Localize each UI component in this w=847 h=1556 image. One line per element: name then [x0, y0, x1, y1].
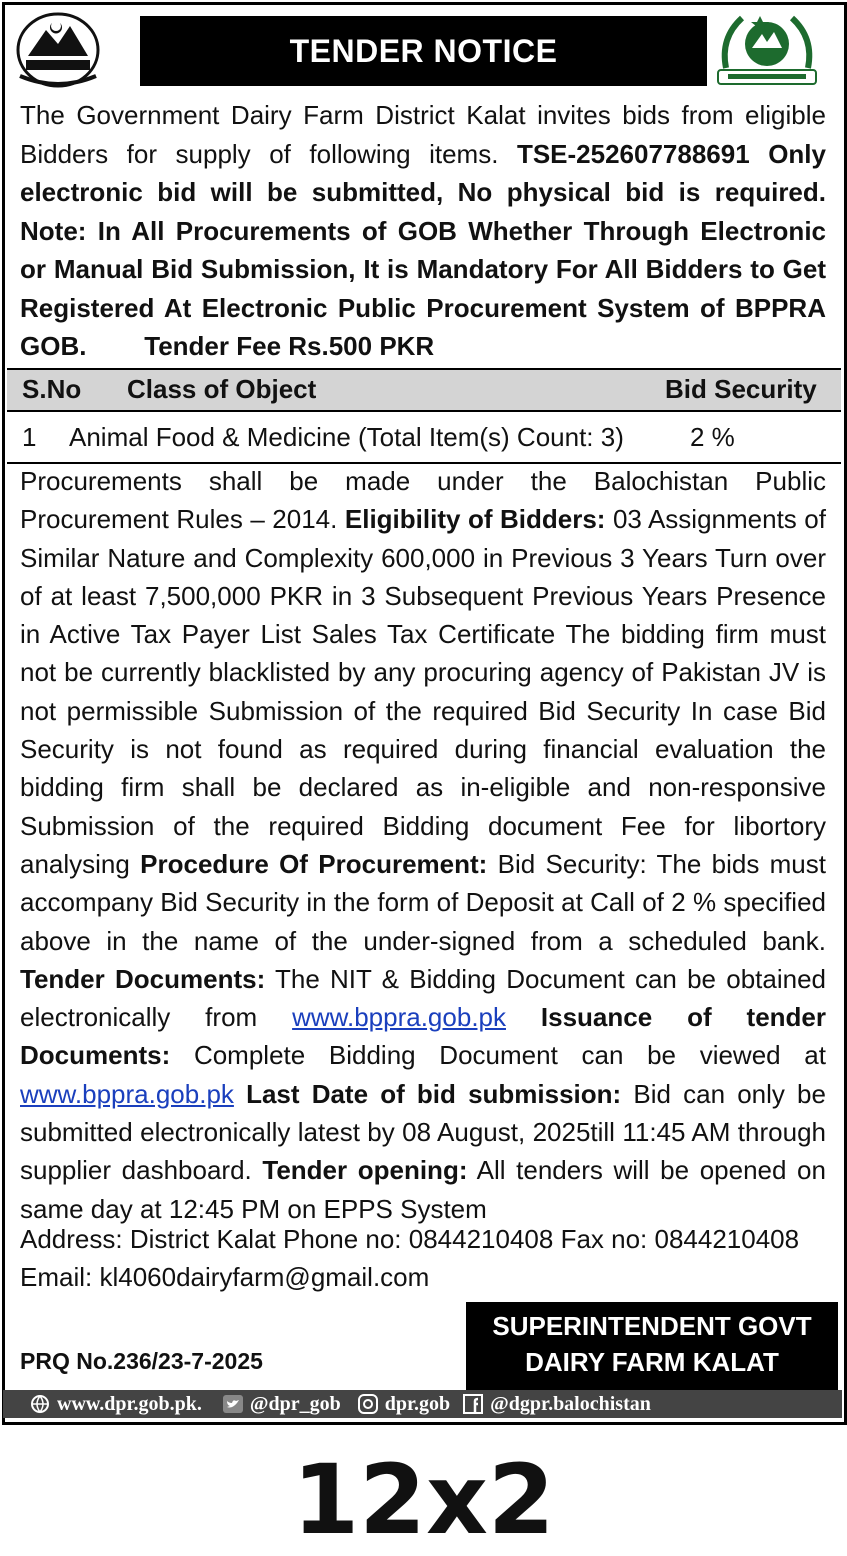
bppra-link[interactable]: www.bppra.gob.pk — [20, 1078, 234, 1109]
table-header-row — [7, 368, 841, 412]
intro-bold-text: TSE-252607788691 Only electronic bid will be submitted, No physical bid is required. Note: In All Procurements of GOB Whether Through Electronic or Manual Bid Submission, It is Mandatory For All Bidders to Get Registered At Electronic Public Procurement System of BPPRA GOB. — [20, 138, 826, 361]
social-web-label: www.dpr.gob.pk. — [57, 1392, 202, 1415]
body-text: Bid Security: The bids must accompany Bid Security in the form of Deposit at Call of 2 % specified above in the name of the under-signed from a scheduled bank. — [20, 848, 826, 956]
social-facebook-label: @dgpr.balochistan — [490, 1392, 651, 1415]
social-twitter-label: @dpr_gob — [249, 1392, 341, 1415]
cell-sno: 1 — [22, 422, 37, 452]
procedure-heading: Procedure Of Procurement: — [140, 848, 488, 879]
col-header-security: Bid Security — [665, 374, 817, 404]
dgpr-emblem — [712, 8, 822, 90]
globe-icon — [29, 1394, 51, 1414]
notice-title: TENDER NOTICE — [140, 16, 707, 86]
body-text: 03 Assignments of Similar Nature and Complexity 600,000 in Previous 3 Years Turn over of at least 7,500,000 PKR in 3 Subsequent Previous Years Presence in Active Tax Payer List Sales Tax Certificate The bidding firm must not be currently blacklisted by any procuring agency of Pakistan JV is not permissible Submission of the required Bid Security In case Bid Security is not found as required during financial evaluation the bidding firm shall be declared as in-eligible and non-responsive Submission of the required Bidding document Fee for libortory analysing — [20, 504, 826, 879]
ad-size-label: 12x2 — [292, 1444, 555, 1556]
body-text: Complete Bidding Document can be viewed at — [193, 1040, 826, 1071]
table-row — [7, 412, 841, 464]
contact-block — [20, 1220, 826, 1296]
signature-block — [466, 1302, 838, 1390]
tender-documents-heading: Tender Documents: — [20, 963, 266, 994]
balochistan-govt-emblem — [8, 8, 108, 90]
address-line: Address: District Kalat Phone no: 0844210408 Fax no: 0844210408 — [20, 1224, 800, 1254]
body-text: All tenders will be opened on same day at 12:45 PM on EPPS System — [20, 1155, 826, 1224]
twitter-icon — [222, 1394, 244, 1414]
col-header-sno: S.No — [22, 374, 82, 404]
cell-security: 2 % — [690, 422, 735, 452]
social-instagram[interactable] — [357, 1393, 450, 1416]
instagram-icon — [357, 1394, 379, 1414]
signature-line-2: DAIRY FARM KALAT — [525, 1347, 779, 1377]
body-text: The NIT & Bidding Document can be obtained electronically from — [20, 963, 827, 1033]
tender-opening-heading: Tender opening: — [262, 1155, 468, 1186]
body-text: Procurements shall be made under the Balochistan Public Procurement Rules – 2014. — [20, 466, 826, 535]
social-web[interactable] — [29, 1393, 202, 1416]
cell-object: Animal Food & Medicine (Total Item(s) Count: 3) — [69, 422, 624, 452]
intro-paragraph — [20, 96, 826, 366]
signature-line-1: SUPERINTENDENT GOVT — [492, 1311, 812, 1341]
bppra-link[interactable]: www.bppra.gob.pk — [292, 1002, 506, 1033]
social-instagram-label: dpr.gob — [384, 1392, 451, 1415]
social-facebook[interactable] — [462, 1393, 651, 1416]
items-table — [7, 368, 841, 464]
prq-number: PRQ No.236/23-7-2025 — [20, 1348, 263, 1374]
social-twitter[interactable] — [222, 1393, 341, 1416]
col-header-object: Class of Object — [127, 374, 317, 404]
body-text: Bid can only be submitted electronically latest by 08 August, 2025till 11:45 AM through supplier dashboard. — [20, 1078, 826, 1186]
body-paragraph — [20, 462, 826, 1228]
email-line: Email: kl4060dairyfarm@gmail.com — [20, 1262, 430, 1292]
eligibility-heading: Eligibility of Bidders: — [344, 504, 606, 535]
intro-text: The Government Dairy Farm District Kalat invites bids from eligible Bidders for supply of following items. — [20, 100, 826, 169]
last-date-heading: Last Date of bid submission: — [246, 1078, 622, 1109]
social-footer — [3, 1390, 842, 1418]
issuance-heading: Issuance of tender Documents: — [20, 1002, 826, 1071]
facebook-icon — [462, 1394, 484, 1414]
tender-fee: Tender Fee Rs.500 PKR — [144, 331, 435, 361]
